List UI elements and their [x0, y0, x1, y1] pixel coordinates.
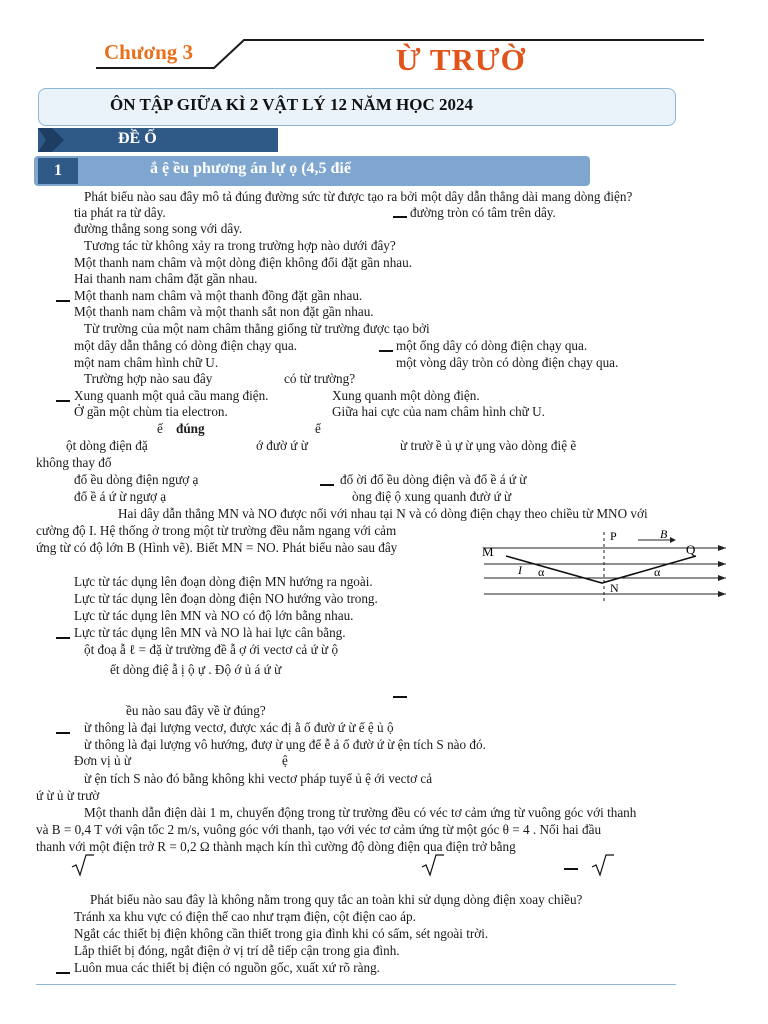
q6-stem: cường độ I. Hệ thống ở trong một từ trường đều nằm ngang với cảm — [36, 523, 397, 538]
q10-option: Tránh xa khu vực có điện thế cao như trạm điện, cột điện cao áp. — [74, 909, 416, 924]
q4-option: Xung quanh một dòng điện. — [332, 388, 480, 403]
answer-mark — [393, 216, 407, 218]
label-q: Q — [686, 542, 696, 557]
q5-stem-fragment: không thay đổ — [36, 455, 112, 470]
exam-tab-label: ĐỀ Ố — [118, 130, 157, 147]
q5-option: đổ ời đổ ều dòng điện và đổ ề á ứ ừ — [340, 472, 527, 487]
q8-option: ứ ừ ủ ừ trườ — [36, 788, 100, 803]
q5-stem-fragment: ể — [315, 421, 321, 436]
section-number: 1 — [38, 158, 78, 184]
label-alpha-left: α — [538, 565, 545, 579]
q8-stem: ều nào sau đây về ừ đúng? — [126, 703, 266, 718]
q2-option: Một thanh nam châm và một thanh đồng đặt gần nhau. — [74, 288, 363, 303]
label-b: B — [660, 528, 668, 541]
q8-option: ừ ện tích S nào đó bằng không khi vectơ pháp tuyế ủ ệ ới vectơ cả — [84, 771, 433, 786]
q6-stem: ứng từ có độ lớn B (Hình vẽ). Biết MN = NO. Phát biểu nào sau đây — [36, 540, 398, 555]
q7-stem: ết dòng điệ ẫ ị ộ ự . Độ ớ ủ á ứ ừ — [110, 662, 282, 677]
answer-mark — [379, 350, 393, 352]
q5-option: đổ ều dòng điện ngượ ạ — [74, 472, 199, 487]
q1-option: đường tròn có tâm trên dây. — [410, 205, 556, 220]
q5-stem-fragment: ột dòng điện đặ — [66, 438, 148, 453]
label-n: N — [610, 581, 619, 595]
q2-stem: Tương tác từ không xảy ra trong trường hợp nào dưới đây? — [84, 238, 396, 253]
q4-stem: Trường hợp nào sau đây — [84, 371, 213, 386]
q9-stem: thanh với một điện trở R = 0,2 Ω thành mạch kín thì cường độ dòng điện qua điện trở bằng — [36, 839, 516, 854]
q4-option: Ở gần một chùm tia electron. — [74, 404, 228, 419]
answer-mark — [56, 400, 70, 402]
q6-option: Lực từ tác dụng lên MN và NO có độ lớn bằng nhau. — [74, 608, 354, 623]
q8-option-fragment: ệ — [282, 753, 288, 768]
q6-option: Lực từ tác dụng lên đoạn dòng điện MN hướng ra ngoài. — [74, 574, 373, 589]
q1-stem: Phát biểu nào sau đây mô tả đúng đường sức từ được tạo ra bởi một dây dẫn thẳng dài mang dòng điện? — [84, 189, 633, 204]
answer-mark — [56, 732, 70, 734]
q8-option: ừ thông là đại lượng vectơ, được xác đị ằ ố đườ ứ ừ ế ệ ủ ộ — [84, 720, 394, 735]
q4-stem: có từ trường? — [284, 371, 356, 386]
q8-option: Đơn vị ủ ừ — [74, 753, 131, 768]
sqrt-icon — [420, 853, 444, 877]
exam-tab — [38, 128, 278, 152]
q5-stem-fragment: ừ trườ ề ủ ự ừ ụng vào dòng điệ ẽ — [400, 438, 577, 453]
chapter-title: Ừ TRƯỜ — [396, 42, 526, 77]
q2-option: Hai thanh nam châm đặt gần nhau. — [74, 271, 258, 286]
chapter-label: Chương 3 — [104, 40, 194, 64]
q6-stem: Hai dây dẫn thẳng MN và NO được nối với nhau tại N và có dòng điện chạy theo chiều từ MNO với — [118, 506, 648, 521]
q3-option: một dây dẫn thẳng có dòng điện chạy qua. — [74, 338, 298, 353]
answer-mark — [56, 637, 70, 639]
answer-mark — [56, 972, 70, 974]
q5-stem-fragment: ế — [157, 421, 163, 436]
q6-option: Lực từ tác dụng lên đoạn dòng điện NO hướng vào trong. — [74, 591, 378, 606]
tab-chevron-icon — [38, 128, 68, 152]
q6-option: Lực từ tác dụng lên MN và NO là hai lực cân bằng. — [74, 625, 346, 640]
q1-option: đường thẳng song song với dây. — [74, 221, 243, 236]
q9-stem: và B = 0,4 T với vận tốc 2 m/s, vuông góc với thanh, tạo với véc tơ cảm ứng từ một góc θ = 4 . Nối hai đầu — [36, 822, 602, 837]
q3-option: một nam châm hình chữ U. — [74, 355, 219, 370]
footer-rule — [36, 984, 676, 985]
q5-option: đổ ề á ứ ừ ngượ ạ — [74, 489, 167, 504]
sqrt-icon — [590, 853, 614, 877]
q9-stem: Một thanh dẫn điện dài 1 m, chuyển động trong từ trường đều có véc tơ cảm ứng từ vuông góc với thanh — [84, 805, 637, 820]
section-title: ắ ệ ều phương án lự ọ (4,5 điể — [150, 160, 351, 177]
q5-option: òng điệ ộ xung quanh đườ ứ ừ — [352, 489, 512, 504]
q2-option: Một thanh nam châm và một dòng điện không đổi đặt gần nhau. — [74, 255, 413, 270]
q10-option: Ngắt các thiết bị điện không cần thiết trong gia đình khi có sấm, sét ngoài trời. — [74, 926, 489, 941]
q4-option: Giữa hai cực của nam châm hình chữ U. — [332, 404, 545, 419]
q5-stem-fragment: ớ đườ ứ ừ — [256, 438, 308, 453]
answer-mark — [320, 484, 334, 486]
q4-option: Xung quanh một quả cầu mang điện. — [74, 388, 269, 403]
q3-option: một vòng dây tròn có dòng điện chạy qua. — [396, 355, 619, 370]
q2-option: Một thanh nam châm và một thanh sắt non đặt gần nhau. — [74, 304, 374, 319]
q3-stem: Từ trường của một nam châm thẳng giống từ trường được tạo bởi — [84, 321, 430, 336]
q1-option: tia phát ra từ dây. — [74, 205, 166, 220]
magnetic-field-figure — [478, 528, 732, 608]
answer-mark — [564, 868, 578, 870]
q10-stem: Phát biểu nào sau đây là không nằm trong quy tắc an toàn khi sử dụng dòng điện xoay chiều? — [90, 892, 583, 907]
q3-option: một ống dây có dòng điện chạy qua. — [396, 338, 588, 353]
label-i: I — [518, 563, 522, 577]
q8-option: ừ thông là đại lượng vô hướng, đượ ừ ụng để ễ ả ố đườ ứ ừ ện tích S nào đó. — [84, 737, 486, 752]
sqrt-icon — [70, 853, 94, 877]
answer-mark — [393, 696, 407, 698]
label-m: M — [482, 544, 494, 559]
label-p: P — [610, 529, 617, 543]
q10-option: Lắp thiết bị đóng, ngắt điện ở vị trí dễ tiếp cận trong gia đình. — [74, 943, 400, 958]
q7-stem: ột đoạ ẫ ℓ = đặ ừ trường đề ẫ ợ ới vectơ cả ứ ừ ộ — [84, 642, 339, 657]
answer-mark — [56, 300, 70, 302]
label-alpha-right: α — [654, 565, 661, 579]
q10-option: Luôn mua các thiết bị điện có nguồn gốc, xuất xứ rõ ràng. — [74, 960, 380, 975]
exam-title: ÔN TẬP GIỮA KÌ 2 VẬT LÝ 12 NĂM HỌC 2024 — [110, 95, 474, 114]
q5-stem-fragment: đúng — [176, 421, 205, 436]
